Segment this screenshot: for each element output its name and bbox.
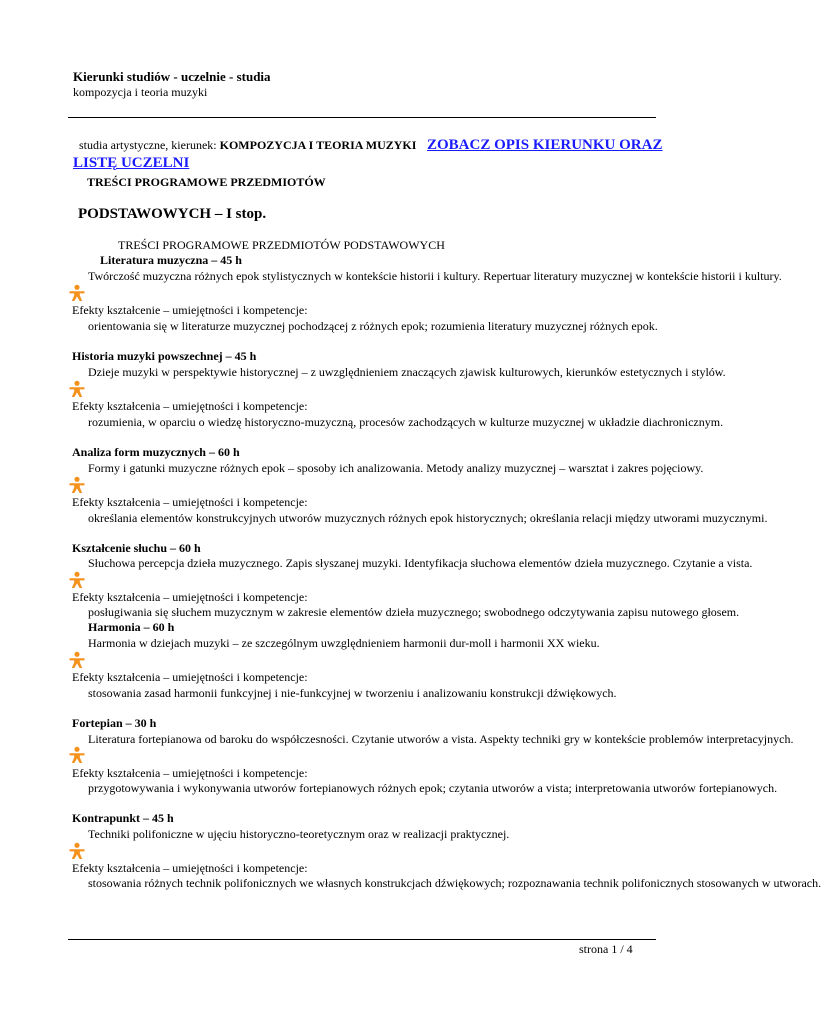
subject-description: Harmonia w dziejach muzyki – ze szczególnym uwzględnieniem harmonii dur-moll i harmonii XX wieku. xyxy=(88,636,600,650)
effects-label: Efekty kształcenia – umiejętności i kompetencje: xyxy=(72,670,308,684)
subject-title: Literatura muzyczna – 45 h xyxy=(100,253,242,267)
subject-title: Historia muzyki powszechnej – 45 h xyxy=(72,349,257,363)
page-subtitle: kompozycja i teoria muzyki xyxy=(73,85,208,99)
subject-description: Formy i gatunki muzyczne różnych epok – sposoby ich analizowania. Metody analizy muzycznej – warsztat i zakres pojęciowy. xyxy=(88,461,704,475)
level-heading: PODSTAWOWYCH – I stop. xyxy=(78,206,267,222)
intro-prefix: studia artystyczne, kierunek: xyxy=(79,138,220,152)
effects-label: Efekty kształcenia – umiejętności i kompetencje: xyxy=(72,495,308,509)
program-label: TREŚCI PROGRAMOWE PRZEDMIOTÓW xyxy=(87,175,326,189)
subject-description: Techniki polifoniczne w ujęciu historyczno-teoretycznym oraz w realizacji praktycznej. xyxy=(88,827,510,841)
subject-description: Dzieje muzyki w perspektywie historycznej – z uwzględnieniem znaczących zjawisk kulturowych, kierunków estetycznych i stylów. xyxy=(88,365,726,379)
person-icon xyxy=(68,842,86,860)
subject-title: Kontrapunkt – 45 h xyxy=(72,811,174,825)
subject-title: Kształcenie słuchu – 60 h xyxy=(72,541,201,555)
person-icon xyxy=(68,284,86,302)
effects-text: posługiwania się słuchem muzycznym w zakresie elementów dzieła muzycznego; swobodnego odczytywania zapisu nutowego głosem. xyxy=(88,605,740,619)
effects-label: Efekty kształcenia – umiejętności i kompetencje: xyxy=(72,399,308,413)
effects-text: stosowania różnych technik polifonicznych we własnych konstrukcjach dźwiękowych; rozpoznawania technik polifonicznych stosowanych w utworach. xyxy=(88,876,821,890)
person-icon xyxy=(68,476,86,494)
subject-title: Fortepian – 30 h xyxy=(72,716,157,730)
footer-divider xyxy=(68,939,656,940)
effects-text: przygotowywania i wykonywania utworów fortepianowych różnych epok; czytania utworów a vista; interpretowania utworów fortepianowych. xyxy=(88,781,778,795)
person-icon xyxy=(68,380,86,398)
person-icon xyxy=(68,746,86,764)
subject-description: Literatura fortepianowa od baroku do współczesności. Czytanie utworów a vista. Aspekty techniki gry w kontekście problemów interpretacyjnych. xyxy=(88,732,794,746)
person-icon xyxy=(68,571,86,589)
effects-text: stosowania zasad harmonii funkcyjnej i nie-funkcyjnej w tworzeniu i analizowaniu konstrukcji dźwiękowych. xyxy=(88,686,617,700)
course-description-link[interactable]: ZOBACZ OPIS KIERUNKU ORAZ xyxy=(427,137,663,153)
effects-label: Efekty kształcenia – umiejętności i kompetencje: xyxy=(72,766,308,780)
subject-description: Słuchowa percepcja dzieła muzycznego. Zapis słyszanej muzyki. Identyfikacja słuchowa elementów dzieła muzycznego. Czytanie a vista. xyxy=(88,556,753,570)
effects-label: Efekty kształcenie – umiejętności i kompetencje: xyxy=(72,303,308,317)
page-number: strona 1 / 4 xyxy=(579,942,633,956)
header-divider xyxy=(68,117,656,118)
page-title: Kierunki studiów - uczelnie - studia xyxy=(73,69,271,84)
person-icon xyxy=(68,651,86,669)
effects-text: rozumienia, w oparciu o wiedzę historyczno-muzyczną, procesów zachodzących w kulturze muzycznej w układzie diachronicznym. xyxy=(88,415,724,429)
effects-label: Efekty kształcenia – umiejętności i kompetencje: xyxy=(72,861,308,875)
effects-label: Efekty kształcenia – umiejętności i kompetencje: xyxy=(72,590,308,604)
section-title: TREŚCI PROGRAMOWE PRZEDMIOTÓW PODSTAWOWYCH xyxy=(118,238,445,252)
subject-title: Analiza form muzycznych – 60 h xyxy=(72,445,240,459)
subject-title: Harmonia – 60 h xyxy=(88,620,175,634)
effects-text: określania elementów konstrukcyjnych utworów muzycznych różnych epok historycznych; określania relacji między utworami muzycznymi. xyxy=(88,511,768,525)
university-list-link[interactable]: LISTĘ UCZELNI xyxy=(73,155,190,171)
kierunek-name: KOMPOZYCJA I TEORIA MUZYKI xyxy=(219,138,417,152)
effects-text: orientowania się w literaturze muzycznej pochodzącej z różnych epok; rozumienia literatury muzycznej różnych epok. xyxy=(88,319,658,333)
subject-description: Twórczość muzyczna różnych epok stylistycznych w kontekście historii i kultury. Repertuar literatury muzycznej w kontekście historii i kultury. xyxy=(88,269,782,283)
intro-line xyxy=(79,139,416,151)
